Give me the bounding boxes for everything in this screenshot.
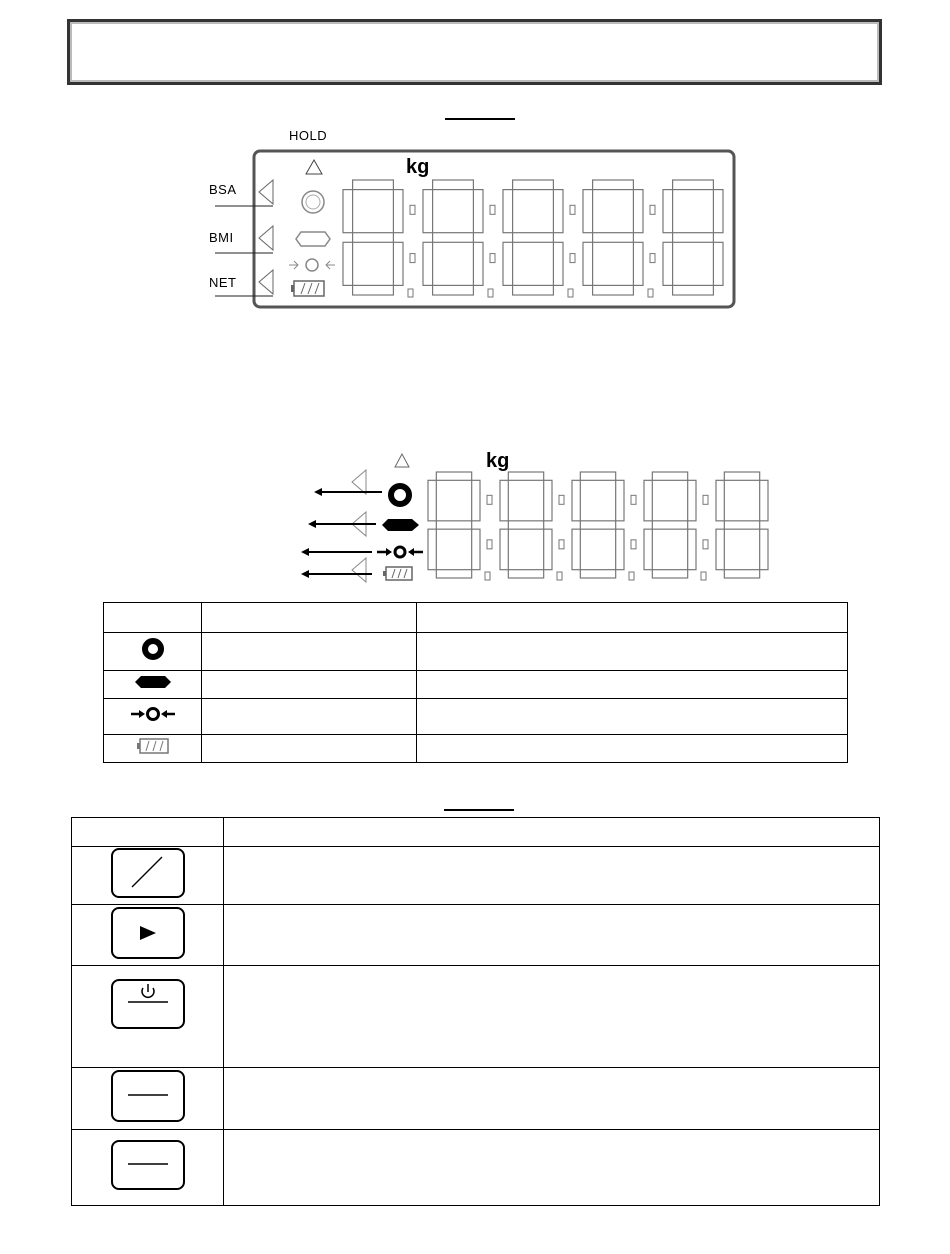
- bsa-label: BSA: [209, 182, 237, 197]
- digit-segment: [716, 480, 724, 521]
- digit-segment: [583, 190, 593, 233]
- table-row: [72, 966, 880, 1068]
- description-cell: [417, 671, 848, 699]
- digit-segment: [652, 521, 687, 529]
- digit-segment: [473, 242, 483, 285]
- stable-circle-outline-icon: [302, 191, 324, 213]
- digit-segment: [593, 285, 634, 295]
- digit-segment: [724, 570, 759, 578]
- digit-segment: [593, 233, 634, 243]
- blank-key-icon: [110, 1069, 186, 1123]
- lcd-frame: [254, 151, 734, 307]
- play-key-icon: [110, 906, 186, 960]
- digit-segment: [513, 180, 554, 190]
- digit-dot: [488, 289, 493, 297]
- digit-segment: [503, 190, 513, 233]
- table-row: [104, 699, 848, 735]
- blank-key-icon: [110, 1139, 186, 1191]
- hexagon-bar-icon: [382, 519, 419, 531]
- digit-segment: [663, 242, 673, 285]
- power-key-icon: [110, 978, 186, 1030]
- zero-arrows-icon: [377, 547, 423, 557]
- digit-segment: [616, 529, 624, 570]
- digit-dot: [408, 289, 413, 297]
- digit-dot: [650, 205, 655, 214]
- digit-segment: [652, 472, 687, 480]
- description-cell: [224, 966, 880, 1068]
- digit-segment: [433, 180, 474, 190]
- hold-triangle-icon: [306, 160, 322, 174]
- digit-segment: [513, 233, 554, 243]
- keys-table: [71, 817, 880, 1206]
- icon-cell: [72, 1130, 224, 1206]
- digit-segment: [503, 242, 513, 285]
- stable-circle-icon: [391, 486, 409, 504]
- digit-segment: [423, 190, 433, 233]
- lcd-display-diagram: [0, 0, 950, 340]
- digit-segment: [673, 233, 714, 243]
- description-cell: [417, 699, 848, 735]
- digit-segment: [593, 180, 634, 190]
- digit-segment: [633, 190, 643, 233]
- digit-dot: [701, 572, 706, 580]
- indicator-outline-3: [352, 558, 366, 582]
- digit-dot: [487, 495, 492, 504]
- description-cell: [224, 905, 880, 966]
- digit-segment: [472, 480, 480, 521]
- digit-segment: [580, 521, 615, 529]
- description-cell: [224, 1068, 880, 1130]
- digit-segment: [572, 480, 580, 521]
- digit-segment: [436, 472, 471, 480]
- pointer-arrow-zero: [301, 548, 372, 556]
- digit-dot: [631, 540, 636, 549]
- table-row: [104, 735, 848, 763]
- name-cell: [202, 671, 417, 699]
- table-row: [72, 1068, 880, 1130]
- digit-dot: [570, 254, 575, 263]
- indicator-outline-1: [352, 470, 366, 494]
- digit-segment: [500, 480, 508, 521]
- digit-segment: [428, 529, 436, 570]
- stable-circle-inner-icon: [306, 195, 320, 209]
- zero-arrows-icon: [128, 704, 178, 724]
- digit-dot: [650, 254, 655, 263]
- digit-dot: [559, 495, 564, 504]
- net-label: NET: [209, 275, 237, 290]
- digit-segment: [724, 472, 759, 480]
- zero-arrows-outline-icon: [289, 259, 335, 271]
- net-indicator-icon: [259, 270, 273, 294]
- unit-kg-label: kg: [406, 156, 430, 178]
- pointer-arrow-stable: [314, 488, 382, 496]
- digit-dot: [410, 205, 415, 214]
- digit-segment: [716, 529, 724, 570]
- slash-key-icon: [110, 847, 186, 899]
- digit-segment: [393, 242, 403, 285]
- heading-underline-2: [444, 809, 514, 811]
- digit-segment: [673, 180, 714, 190]
- description-cell: [224, 1130, 880, 1206]
- hexagon-outline-icon: [296, 232, 330, 246]
- digit-segment: [580, 570, 615, 578]
- digit-segment: [473, 190, 483, 233]
- digit-segment: [353, 285, 394, 295]
- digit-dot: [559, 540, 564, 549]
- battery-outline-icon: [291, 281, 324, 296]
- digit-segment: [433, 233, 474, 243]
- digit-segment: [343, 242, 353, 285]
- hexagon-bar-icon: [133, 673, 173, 691]
- digit-segment: [544, 529, 552, 570]
- battery-icon: [383, 567, 412, 580]
- header-cell: [224, 818, 880, 847]
- digit-segment: [353, 180, 394, 190]
- table-row: [72, 905, 880, 966]
- table-row: [104, 671, 848, 699]
- digit-dot: [410, 254, 415, 263]
- digit-segment: [433, 285, 474, 295]
- digit-segment: [544, 480, 552, 521]
- digit-dot: [648, 289, 653, 297]
- icon-cell: [104, 633, 202, 671]
- digit-dot: [703, 495, 708, 504]
- digit-segment: [508, 521, 543, 529]
- seven-segment-digits-2: [428, 472, 768, 580]
- header-cell: [202, 603, 417, 633]
- digit-segment: [393, 190, 403, 233]
- digit-dot: [485, 572, 490, 580]
- keys-table-header: [72, 818, 880, 847]
- name-cell: [202, 699, 417, 735]
- digit-segment: [436, 521, 471, 529]
- icon-cell: [104, 671, 202, 699]
- icon-cell: [104, 699, 202, 735]
- icon-cell: [72, 1068, 224, 1130]
- hold-label: HOLD: [289, 128, 328, 143]
- digit-segment: [343, 190, 353, 233]
- digit-segment: [583, 242, 593, 285]
- digit-dot: [570, 205, 575, 214]
- table-row: [72, 847, 880, 905]
- indicator-table-header: [104, 603, 848, 633]
- header-cell: [104, 603, 202, 633]
- digit-segment: [508, 472, 543, 480]
- description-cell: [417, 633, 848, 671]
- legend-display-diagram: [0, 440, 950, 600]
- digit-segment: [513, 285, 554, 295]
- digit-segment: [553, 242, 563, 285]
- digit-dot: [568, 289, 573, 297]
- digit-dot: [490, 205, 495, 214]
- bmi-indicator-icon: [259, 226, 273, 250]
- digit-segment: [644, 480, 652, 521]
- name-cell: [202, 633, 417, 671]
- digit-segment: [472, 529, 480, 570]
- digit-segment: [760, 529, 768, 570]
- name-cell: [202, 735, 417, 763]
- table-row: [72, 1130, 880, 1206]
- hold-triangle-icon-2: [395, 454, 409, 467]
- header-cell: [417, 603, 848, 633]
- digit-segment: [572, 529, 580, 570]
- digit-dot: [490, 254, 495, 263]
- digit-segment: [353, 233, 394, 243]
- icon-cell: [104, 735, 202, 763]
- digit-segment: [423, 242, 433, 285]
- bsa-indicator-icon: [259, 180, 273, 204]
- digit-segment: [644, 529, 652, 570]
- digit-segment: [724, 521, 759, 529]
- digit-segment: [428, 480, 436, 521]
- unit-kg-label-2: kg: [486, 450, 510, 472]
- pointer-arrow-battery: [301, 570, 372, 578]
- digit-dot: [631, 495, 636, 504]
- indicator-table: [103, 602, 848, 763]
- digit-segment: [688, 480, 696, 521]
- digit-segment: [688, 529, 696, 570]
- digit-dot: [487, 540, 492, 549]
- battery-icon: [133, 736, 173, 756]
- digit-segment: [713, 190, 723, 233]
- digit-segment: [580, 472, 615, 480]
- digit-segment: [508, 570, 543, 578]
- digit-segment: [673, 285, 714, 295]
- header-cell: [72, 818, 224, 847]
- description-cell: [417, 735, 848, 763]
- table-row: [104, 633, 848, 671]
- digit-segment: [663, 190, 673, 233]
- digit-segment: [760, 480, 768, 521]
- digit-dot: [703, 540, 708, 549]
- seven-segment-digits: [343, 180, 723, 297]
- icon-cell: [72, 905, 224, 966]
- stable-circle-icon: [138, 636, 168, 662]
- digit-dot: [629, 572, 634, 580]
- digit-segment: [553, 190, 563, 233]
- digit-segment: [436, 570, 471, 578]
- icon-cell: [72, 847, 224, 905]
- description-cell: [224, 847, 880, 905]
- icon-cell: [72, 966, 224, 1068]
- digit-segment: [652, 570, 687, 578]
- digit-segment: [500, 529, 508, 570]
- digit-segment: [616, 480, 624, 521]
- bmi-label: BMI: [209, 230, 234, 245]
- digit-dot: [557, 572, 562, 580]
- digit-segment: [633, 242, 643, 285]
- digit-segment: [713, 242, 723, 285]
